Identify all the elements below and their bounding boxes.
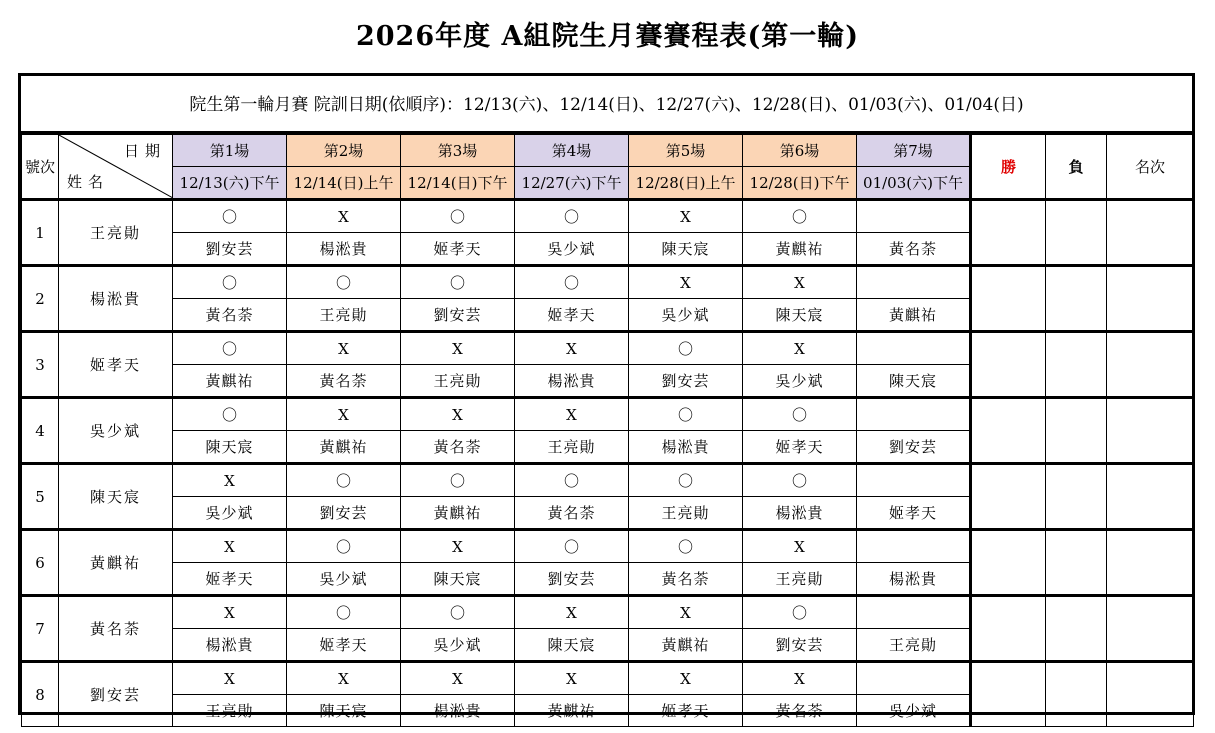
- match-result: 〇: [515, 266, 629, 299]
- place-cell: [1107, 464, 1194, 530]
- match-result: X: [401, 398, 515, 431]
- opponent-name: 黃麒祐: [287, 431, 401, 464]
- match-result: 〇: [515, 530, 629, 563]
- match-result: 〇: [743, 596, 857, 629]
- player-row-results: [22, 398, 1194, 431]
- player-row-results: [22, 266, 1194, 299]
- losses-cell: [1046, 398, 1107, 464]
- opponent-name: 楊淞貴: [743, 497, 857, 530]
- date-name-header: [59, 135, 173, 200]
- place-cell: [1107, 266, 1194, 332]
- match-result: X: [515, 596, 629, 629]
- opponent-name: 姬孝天: [743, 431, 857, 464]
- opponent-name: 黃名荼: [743, 695, 857, 727]
- opponent-name: 王亮勛: [173, 695, 287, 727]
- opponent-name: 王亮勛: [743, 563, 857, 596]
- wins-cell: [971, 596, 1046, 662]
- player-row-results: [22, 332, 1194, 365]
- opponent-name: 楊淞貴: [287, 233, 401, 266]
- date-label: 日期: [123, 142, 166, 160]
- opponent-name: 吳少斌: [857, 695, 971, 727]
- opponent-name: 吳少斌: [401, 629, 515, 662]
- match-result: 〇: [287, 596, 401, 629]
- player-number: 5: [22, 464, 59, 530]
- match-result: [857, 596, 971, 629]
- match-result: X: [743, 332, 857, 365]
- opponent-name: 黃麒祐: [173, 365, 287, 398]
- losses-cell: [1046, 662, 1107, 727]
- name-label: 姓名: [67, 173, 110, 191]
- match-result: [857, 332, 971, 365]
- round-date-4: 12/27(六)下午: [515, 167, 629, 200]
- opponent-name: 王亮勛: [629, 497, 743, 530]
- match-result: 〇: [287, 266, 401, 299]
- opponent-name: 吳少斌: [173, 497, 287, 530]
- wins-cell: [971, 332, 1046, 398]
- schedule-table: [21, 134, 1194, 727]
- opponent-name: 吳少斌: [515, 233, 629, 266]
- opponent-name: 黃名荼: [173, 299, 287, 332]
- match-result: [857, 530, 971, 563]
- match-result: X: [287, 200, 401, 233]
- player-number: 7: [22, 596, 59, 662]
- player-number: 4: [22, 398, 59, 464]
- opponent-name: 陳天宸: [857, 365, 971, 398]
- opponent-name: 劉安芸: [743, 629, 857, 662]
- match-result: 〇: [401, 200, 515, 233]
- losses-header: 負: [1046, 135, 1107, 200]
- match-result: X: [743, 266, 857, 299]
- match-result: 〇: [515, 464, 629, 497]
- header-row-rounds: [22, 135, 1194, 167]
- place-cell: [1107, 662, 1194, 727]
- match-result: X: [287, 398, 401, 431]
- opponent-name: 王亮勛: [401, 365, 515, 398]
- page-title: 2026年度 A組院生月賽賽程表(第一輪): [355, 21, 860, 52]
- match-result: 〇: [287, 530, 401, 563]
- opponent-name: 姬孝天: [173, 563, 287, 596]
- place-cell: [1107, 596, 1194, 662]
- opponent-name: 黃名荼: [287, 365, 401, 398]
- match-result: 〇: [515, 200, 629, 233]
- wins-cell: [971, 266, 1046, 332]
- round-header-3: 第3場: [401, 135, 515, 167]
- match-result: 〇: [401, 266, 515, 299]
- match-result: X: [629, 200, 743, 233]
- wins-cell: [971, 464, 1046, 530]
- opponent-name: 黃名荼: [857, 233, 971, 266]
- match-result: [857, 662, 971, 695]
- wins-cell: [971, 200, 1046, 266]
- opponent-name: 吳少斌: [287, 563, 401, 596]
- wins-cell: [971, 662, 1046, 727]
- wins-header: 勝: [971, 135, 1046, 200]
- opponent-name: 楊淞貴: [515, 365, 629, 398]
- losses-cell: [1046, 200, 1107, 266]
- opponent-name: 黃名荼: [401, 431, 515, 464]
- round-header-5: 第5場: [629, 135, 743, 167]
- match-result: X: [173, 464, 287, 497]
- match-result: 〇: [629, 530, 743, 563]
- match-result: 〇: [173, 266, 287, 299]
- round-header-4: 第4場: [515, 135, 629, 167]
- opponent-name: 劉安芸: [287, 497, 401, 530]
- losses-cell: [1046, 596, 1107, 662]
- rank-number-header: 號次: [22, 135, 59, 200]
- opponent-name: 黃麒祐: [515, 695, 629, 727]
- player-name: 黃麒祐: [59, 530, 173, 596]
- training-dates-line: 院生第一輪月賽 院訓日期(依順序)：12/13(六)、12/14(日)、12/27(六)、12/28(日)、01/03(六)、01/04(日): [21, 76, 1192, 134]
- opponent-name: 陳天宸: [743, 299, 857, 332]
- match-result: 〇: [401, 596, 515, 629]
- match-result: X: [515, 398, 629, 431]
- opponent-name: 楊淞貴: [401, 695, 515, 727]
- player-row-results: [22, 464, 1194, 497]
- schedule-sheet: [18, 73, 1195, 720]
- opponent-name: 陳天宸: [515, 629, 629, 662]
- match-result: 〇: [743, 200, 857, 233]
- opponent-name: 黃麒祐: [743, 233, 857, 266]
- round-date-7: 01/03(六)下午: [857, 167, 971, 200]
- opponent-name: 吳少斌: [629, 299, 743, 332]
- opponent-name: 王亮勛: [515, 431, 629, 464]
- place-cell: [1107, 200, 1194, 266]
- player-name: 姬孝天: [59, 332, 173, 398]
- match-result: [857, 398, 971, 431]
- wins-cell: [971, 398, 1046, 464]
- round-header-6: 第6場: [743, 135, 857, 167]
- match-result: 〇: [629, 332, 743, 365]
- match-result: X: [401, 530, 515, 563]
- place-cell: [1107, 332, 1194, 398]
- opponent-name: 楊淞貴: [629, 431, 743, 464]
- match-result: X: [515, 662, 629, 695]
- place-header: 名次: [1107, 135, 1194, 200]
- opponent-name: 劉安芸: [515, 563, 629, 596]
- player-row-results: [22, 530, 1194, 563]
- losses-cell: [1046, 530, 1107, 596]
- losses-cell: [1046, 266, 1107, 332]
- match-result: 〇: [173, 398, 287, 431]
- round-header-2: 第2場: [287, 135, 401, 167]
- match-result: 〇: [173, 200, 287, 233]
- match-result: X: [743, 530, 857, 563]
- opponent-name: 劉安芸: [401, 299, 515, 332]
- player-number: 6: [22, 530, 59, 596]
- opponent-name: 姬孝天: [629, 695, 743, 727]
- match-result: X: [401, 332, 515, 365]
- opponent-name: 姬孝天: [515, 299, 629, 332]
- player-name: 王亮勛: [59, 200, 173, 266]
- opponent-name: 陳天宸: [173, 431, 287, 464]
- round-header-7: 第7場: [857, 135, 971, 167]
- player-name: 劉安芸: [59, 662, 173, 727]
- match-result: X: [173, 596, 287, 629]
- losses-cell: [1046, 464, 1107, 530]
- match-result: X: [401, 662, 515, 695]
- match-result: X: [287, 332, 401, 365]
- player-row-results: [22, 200, 1194, 233]
- place-cell: [1107, 398, 1194, 464]
- match-result: [857, 266, 971, 299]
- player-row-results: [22, 596, 1194, 629]
- opponent-name: 王亮勛: [857, 629, 971, 662]
- opponent-name: 劉安芸: [857, 431, 971, 464]
- match-result: 〇: [629, 398, 743, 431]
- opponent-name: 劉安芸: [629, 365, 743, 398]
- player-name: 吳少斌: [59, 398, 173, 464]
- opponent-name: 黃麒祐: [401, 497, 515, 530]
- match-result: X: [287, 662, 401, 695]
- opponent-name: 姬孝天: [401, 233, 515, 266]
- match-result: [857, 200, 971, 233]
- wins-cell: [971, 530, 1046, 596]
- opponent-name: 黃麒祐: [857, 299, 971, 332]
- player-number: 2: [22, 266, 59, 332]
- opponent-name: 黃名荼: [629, 563, 743, 596]
- match-result: 〇: [401, 464, 515, 497]
- round-header-1: 第1場: [173, 135, 287, 167]
- opponent-name: 姬孝天: [287, 629, 401, 662]
- match-result: 〇: [173, 332, 287, 365]
- player-name: 黃名荼: [59, 596, 173, 662]
- match-result: X: [173, 662, 287, 695]
- match-result: X: [743, 662, 857, 695]
- player-name: 陳天宸: [59, 464, 173, 530]
- player-number: 1: [22, 200, 59, 266]
- opponent-name: 姬孝天: [857, 497, 971, 530]
- opponent-name: 陳天宸: [287, 695, 401, 727]
- place-cell: [1107, 530, 1194, 596]
- match-result: X: [629, 596, 743, 629]
- round-date-3: 12/14(日)下午: [401, 167, 515, 200]
- match-result: X: [629, 662, 743, 695]
- losses-cell: [1046, 332, 1107, 398]
- opponent-name: 劉安芸: [173, 233, 287, 266]
- opponent-name: 楊淞貴: [173, 629, 287, 662]
- opponent-name: 黃麒祐: [629, 629, 743, 662]
- player-name: 楊淞貴: [59, 266, 173, 332]
- opponent-name: 吳少斌: [743, 365, 857, 398]
- match-result: [857, 464, 971, 497]
- round-date-6: 12/28(日)下午: [743, 167, 857, 200]
- player-row-results: [22, 662, 1194, 695]
- match-result: 〇: [743, 398, 857, 431]
- opponent-name: 陳天宸: [401, 563, 515, 596]
- match-result: X: [629, 266, 743, 299]
- match-result: X: [515, 332, 629, 365]
- opponent-name: 陳天宸: [629, 233, 743, 266]
- player-number: 8: [22, 662, 59, 727]
- match-result: 〇: [629, 464, 743, 497]
- player-number: 3: [22, 332, 59, 398]
- match-result: X: [173, 530, 287, 563]
- round-date-5: 12/28(日)上午: [629, 167, 743, 200]
- round-date-2: 12/14(日)上午: [287, 167, 401, 200]
- opponent-name: 王亮勛: [287, 299, 401, 332]
- match-result: 〇: [287, 464, 401, 497]
- match-result: 〇: [743, 464, 857, 497]
- opponent-name: 黃名荼: [515, 497, 629, 530]
- round-date-1: 12/13(六)下午: [173, 167, 287, 200]
- opponent-name: 楊淞貴: [857, 563, 971, 596]
